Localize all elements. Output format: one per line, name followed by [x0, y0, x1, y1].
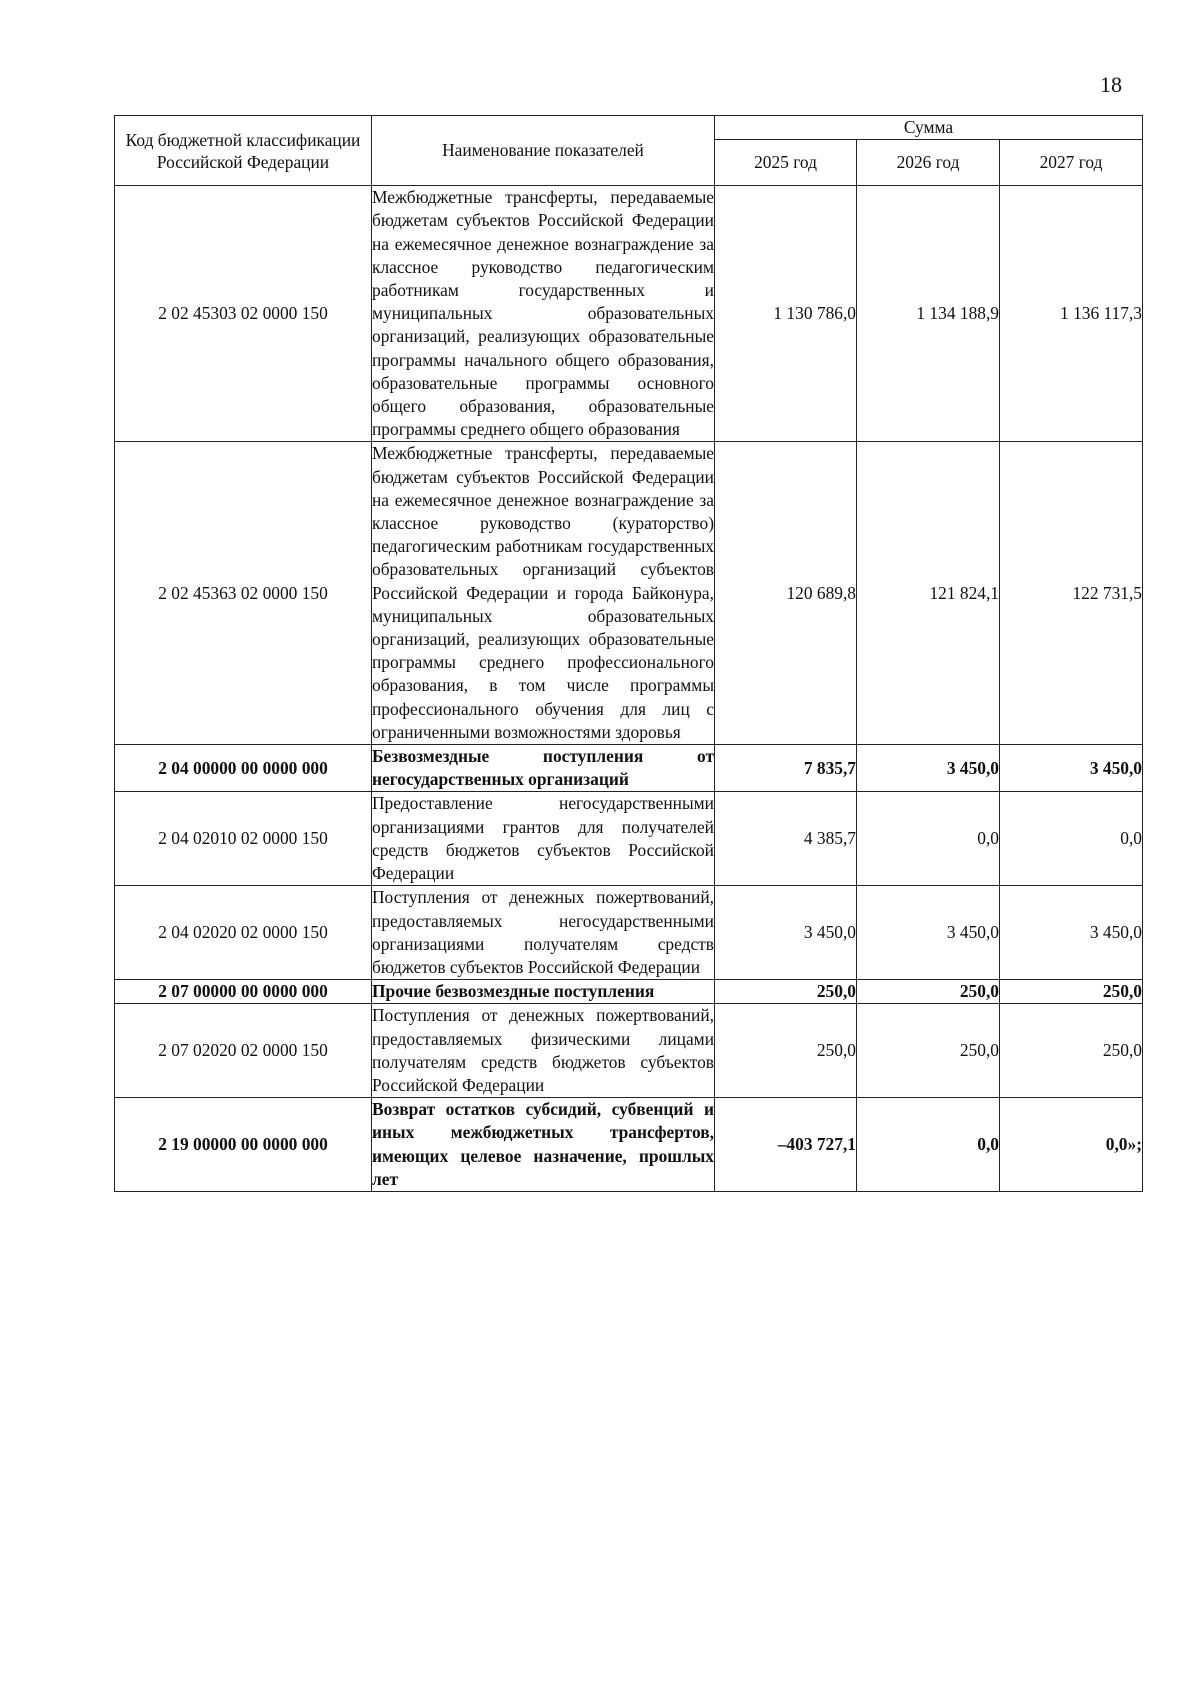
header-code: Код бюджетной классификации Российской Федерации [115, 116, 372, 186]
row-code: 2 04 02010 02 0000 150 [115, 792, 372, 886]
row-value-2027: 122 731,5 [1000, 442, 1143, 745]
row-code: 2 02 45363 02 0000 150 [115, 442, 372, 745]
row-value-2026: 0,0 [857, 792, 1000, 886]
row-name: Поступления от денежных пожертвований, предоставляемых негосударственными организациями получателям средств бюджетов субъектов Российской Федерации [372, 886, 715, 980]
header-year-2026: 2026 год [857, 140, 1000, 186]
row-value-2026: 3 450,0 [857, 745, 1000, 792]
row-name: Межбюджетные трансферты, передаваемые бюджетам субъектов Российской Федерации на ежемесячное денежное вознаграждение за классное руководство педагогическим работникам государственных и муниципальных образовательных организаций, реализующих образовательные программы начального общего образования, образовательные программы основного общего образования, образовательные программы среднего общего образования [372, 186, 715, 442]
row-name: Безвозмездные поступления от негосударственных организаций [372, 745, 715, 792]
row-code: 2 04 00000 00 0000 000 [115, 745, 372, 792]
row-name: Возврат остатков субсидий, субвенций и иных межбюджетных трансфертов, имеющих целевое назначение, прошлых лет [372, 1098, 715, 1192]
row-value-2025: 250,0 [715, 1004, 857, 1098]
row-code: 2 04 02020 02 0000 150 [115, 886, 372, 980]
page-number: 18 [1100, 72, 1122, 97]
row-value-2026: 3 450,0 [857, 886, 1000, 980]
row-name: Предоставление негосударственными организациями грантов для получателей средств бюджетов субъектов Российской Федерации [372, 792, 715, 886]
row-name: Прочие безвозмездные поступления [372, 980, 715, 1004]
row-value-2027: 0,0»; [1000, 1098, 1143, 1192]
row-value-2027: 3 450,0 [1000, 886, 1143, 980]
header-name: Наименование показателей [372, 116, 715, 186]
row-value-2027: 250,0 [1000, 1004, 1143, 1098]
row-value-2025: 250,0 [715, 980, 857, 1004]
table-row [115, 1004, 1143, 1098]
table-row [115, 792, 1143, 886]
row-value-2026: 250,0 [857, 1004, 1000, 1098]
table-row [115, 886, 1143, 980]
table-row [115, 442, 1143, 745]
row-name: Межбюджетные трансферты, передаваемые бюджетам субъектов Российской Федерации на ежемесячное денежное вознаграждение за классное руководство (кураторство) педагогическим работникам государственных образовательных организаций субъектов Российской Федерации и города Байконура, муниципальных образовательных организаций, реализующих образовательные программы среднего профессионального образования, в том числе программы профессионального обучения для лиц с ограниченными возможностями здоровья [372, 442, 715, 745]
row-value-2027: 0,0 [1000, 792, 1143, 886]
table-row [115, 980, 1143, 1004]
header-year-2025: 2025 год [715, 140, 857, 186]
row-value-2026: 250,0 [857, 980, 1000, 1004]
row-value-2025: –403 727,1 [715, 1098, 857, 1192]
table-row [115, 745, 1143, 792]
row-value-2026: 1 134 188,9 [857, 186, 1000, 442]
row-value-2026: 0,0 [857, 1098, 1000, 1192]
row-value-2027: 3 450,0 [1000, 745, 1143, 792]
row-value-2025: 4 385,7 [715, 792, 857, 886]
row-value-2027: 250,0 [1000, 980, 1143, 1004]
header-sum: Сумма [715, 116, 1143, 140]
row-code: 2 02 45303 02 0000 150 [115, 186, 372, 442]
row-name: Поступления от денежных пожертвований, предоставляемых физическими лицами получателям средств бюджетов субъектов Российской Федерации [372, 1004, 715, 1098]
table-row [115, 1098, 1143, 1192]
budget-table [114, 115, 1143, 1192]
row-value-2025: 120 689,8 [715, 442, 857, 745]
row-code: 2 07 00000 00 0000 000 [115, 980, 372, 1004]
row-value-2025: 3 450,0 [715, 886, 857, 980]
row-value-2027: 1 136 117,3 [1000, 186, 1143, 442]
table-row [115, 186, 1143, 442]
header-year-2027: 2027 год [1000, 140, 1143, 186]
row-value-2026: 121 824,1 [857, 442, 1000, 745]
row-value-2025: 7 835,7 [715, 745, 857, 792]
row-code: 2 07 02020 02 0000 150 [115, 1004, 372, 1098]
row-value-2025: 1 130 786,0 [715, 186, 857, 442]
row-code: 2 19 00000 00 0000 000 [115, 1098, 372, 1192]
